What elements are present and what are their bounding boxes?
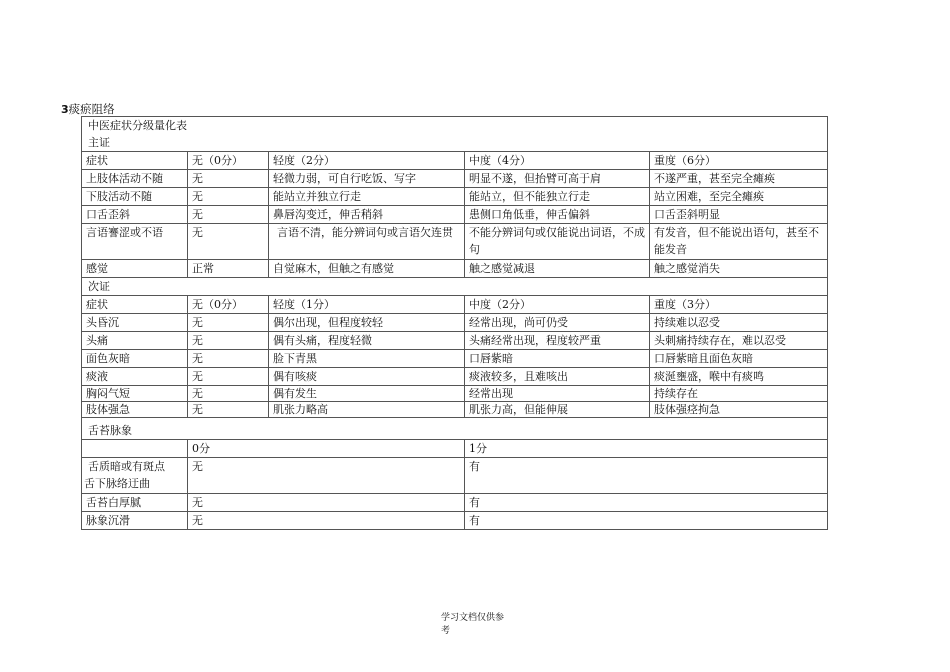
table-row (82, 368, 828, 386)
table-row (82, 260, 828, 278)
table-cell: 无 (188, 368, 269, 386)
table-cell: 自觉麻木，但触之有感觉 (269, 260, 465, 278)
main-header-row (82, 152, 828, 170)
table-cell: 偶尔出现，但程度较轻 (269, 314, 465, 332)
tongue-sign-line: 舌下脉络迂曲 (84, 477, 150, 490)
table-row (82, 402, 828, 418)
symptom-name: 感觉 (82, 260, 188, 278)
column-header: 1分 (465, 440, 828, 458)
column-header: 中度（4分） (465, 152, 650, 170)
table-row (82, 458, 828, 494)
table-row (82, 494, 828, 512)
tongue-header-row (82, 440, 828, 458)
table-cell: 无 (188, 332, 269, 350)
symptom-name: 头痛 (82, 332, 188, 350)
secondary-symptoms-label: 次证 (82, 278, 828, 296)
column-header: 无（0分） (188, 152, 269, 170)
table-cell: 触之感觉消失 (650, 260, 828, 278)
tongue-pulse-label: 舌苔脉象 (82, 418, 828, 440)
footer-line: 学习文档仅供参 (441, 613, 505, 623)
table-cell: 能站立，但不能独立行走 (465, 188, 650, 206)
table-cell: 经常出现 (465, 386, 650, 402)
column-header: 中度（2分） (465, 296, 650, 314)
table-cell: 无 (188, 512, 465, 530)
table-cell: 肌张力高，但能伸展 (465, 402, 650, 418)
tongue-sign-name (82, 458, 188, 494)
tongue-sign-name: 舌苔白厚腻 (82, 494, 188, 512)
tongue-sign-line: 舌质暗或有斑点 (88, 460, 165, 473)
symptom-name: 言语謇涩或不语 (82, 224, 188, 260)
table-cell: 肌张力略高 (269, 402, 465, 418)
page-footer (441, 612, 531, 638)
table-row (82, 224, 828, 260)
footer-line: 考 (441, 626, 451, 636)
symptom-name: 痰液 (82, 368, 188, 386)
table-cell: 无 (188, 206, 269, 224)
table-cell: 痰涎壅盛，喉中有痰鸣 (650, 368, 828, 386)
table-cell: 持续存在 (650, 386, 828, 402)
symptom-name: 头昏沉 (82, 314, 188, 332)
table-row (82, 350, 828, 368)
table-row (82, 512, 828, 530)
column-header: 轻度（2分） (269, 152, 465, 170)
table-cell: 头刺痛持续存在，难以忍受 (650, 332, 828, 350)
column-header: 重度（3分） (650, 296, 828, 314)
table-cell: 无 (188, 350, 269, 368)
table-row (82, 206, 828, 224)
table-cell: 偶有发生 (269, 386, 465, 402)
table-title: 中医症状分级量化表 (82, 117, 828, 135)
table-cell: 口舌歪斜明显 (650, 206, 828, 224)
table-cell: 有 (465, 512, 828, 530)
table-cell: 有发音，但不能说出语句，甚至不能发音 (650, 224, 828, 260)
table-cell: 有 (465, 494, 828, 512)
table-cell: 偶有咳痰 (269, 368, 465, 386)
column-header: 无（0分） (188, 296, 269, 314)
symptom-name: 胸闷气短 (82, 386, 188, 402)
table-cell: 轻微力弱，可自行吃饭、写字 (269, 170, 465, 188)
secondary-header-row (82, 296, 828, 314)
table-cell: 不能分辨词句或仅能说出词语，不成句 (465, 224, 650, 260)
table-row (82, 314, 828, 332)
table-cell: 站立困难，至完全瘫痪 (650, 188, 828, 206)
symptom-name: 上肢体活动不随 (82, 170, 188, 188)
table-row (82, 332, 828, 350)
table-cell: 脸下青黑 (269, 350, 465, 368)
table-cell: 偶有头痛，程度轻微 (269, 332, 465, 350)
table-cell: 能站立并独立行走 (269, 188, 465, 206)
table-cell: 持续难以忍受 (650, 314, 828, 332)
table-cell: 无 (188, 224, 269, 260)
table-cell: 触之感觉减退 (465, 260, 650, 278)
column-header: 症状 (82, 152, 188, 170)
table-cell: 无 (188, 494, 465, 512)
column-header: 症状 (82, 296, 188, 314)
symptom-name: 口舌歪斜 (82, 206, 188, 224)
main-symptoms-label: 主证 (82, 134, 828, 152)
section-title-text: 痰瘀阻络 (68, 102, 115, 116)
table-cell: 不遂严重，甚至完全瘫痪 (650, 170, 828, 188)
table-cell: 患侧口角低垂，伸舌偏斜 (465, 206, 650, 224)
symptom-name: 肢体强急 (82, 402, 188, 418)
table-cell: 言语不清，能分辨词句或言语欠连贯 (269, 224, 465, 260)
table-cell: 无 (188, 458, 465, 494)
table-cell: 痰液较多，且难咳出 (465, 368, 650, 386)
symptom-grading-table (81, 116, 828, 530)
table-cell: 明显不遂，但抬臂可高于肩 (465, 170, 650, 188)
table-cell: 口唇紫暗 (465, 350, 650, 368)
table-cell: 经常出现，尚可仍受 (465, 314, 650, 332)
column-header: 0分 (188, 440, 465, 458)
table-cell: 鼻唇沟变迁，伸舌稍斜 (269, 206, 465, 224)
table-row (82, 386, 828, 402)
table-cell: 肢体强痉拘急 (650, 402, 828, 418)
table-cell: 无 (188, 314, 269, 332)
table-cell: 无 (188, 402, 269, 418)
tongue-sign-name: 脉象沉滑 (82, 512, 188, 530)
table-cell: 无 (188, 188, 269, 206)
symptom-name: 面色灰暗 (82, 350, 188, 368)
table-cell: 正常 (188, 260, 269, 278)
table-cell: 无 (188, 170, 269, 188)
section-title (61, 101, 115, 117)
table-row (82, 170, 828, 188)
column-header: 重度（6分） (650, 152, 828, 170)
section-number: 3 (61, 103, 69, 116)
table-cell: 有 (465, 458, 828, 494)
table-cell: 头痛经常出现，程度较严重 (465, 332, 650, 350)
table-cell: 口唇紫暗且面色灰暗 (650, 350, 828, 368)
symptom-name: 下肢活动不随 (82, 188, 188, 206)
table-cell: 无 (188, 386, 269, 402)
column-header (82, 440, 188, 458)
table-row (82, 188, 828, 206)
column-header: 轻度（1分） (269, 296, 465, 314)
